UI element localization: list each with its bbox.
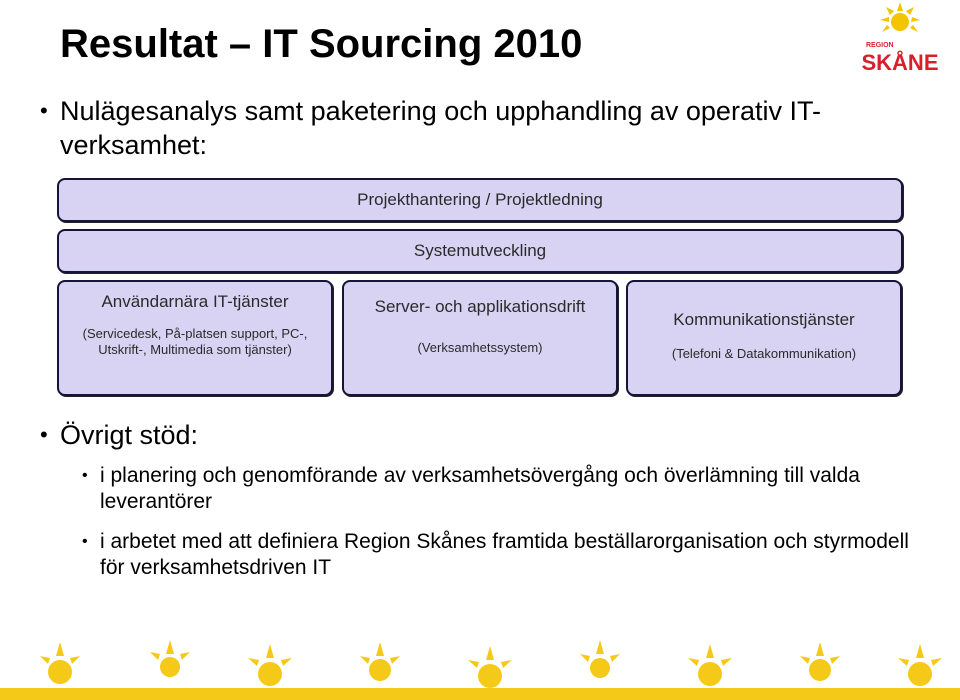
logo-skane-text: SKÅNE (861, 50, 939, 75)
bullet-other-support-text: Övrigt stöd: (60, 420, 199, 450)
subbullet-organisation (82, 529, 920, 581)
box-project-management (57, 178, 903, 222)
card-server-operations-title: Server- och applikationsdrift (374, 297, 586, 316)
box-system-development (57, 229, 903, 273)
subbullet-dot: • (82, 467, 88, 484)
card-communication-services-subtitle: (Telefoni & Datakommunikation) (671, 346, 857, 361)
card-user-it-services (57, 280, 333, 396)
card-server-operations-subtitle: (Verksamhetssystem) (417, 340, 543, 355)
card-user-it-services-subtitle: (Servicedesk, På-platsen support, PC-, Utskrift-, Multimedia som tjänster) (82, 326, 308, 357)
bullet-analysis (40, 94, 930, 162)
subbullet-dot: • (82, 533, 88, 550)
subbullet-planning-text: i planering och genomförande av verksamhetsövergång och överlämning till valda leverantörer (100, 464, 860, 513)
bullet-analysis-text: Nulägesanalys samt paketering och upphandling av operativ IT-verksamhet: (60, 96, 821, 160)
logo-region-text: REGION (866, 42, 894, 49)
card-communication-services-title: Kommunikationstjänster (673, 310, 855, 329)
box-system-development-label: Systemutveckling (413, 241, 547, 260)
subbullet-planning (82, 463, 920, 515)
slide-title: Resultat – IT Sourcing 2010 (60, 22, 583, 66)
card-communication-services (626, 280, 902, 396)
card-server-operations (342, 280, 618, 396)
card-user-it-services-title: Användarnära IT-tjänster (101, 292, 289, 311)
bullet-dot: • (40, 422, 48, 447)
footer-sun-pattern (0, 612, 960, 700)
bullet-dot: • (40, 98, 48, 123)
box-project-management-label: Projekthantering / Projektledning (357, 190, 603, 209)
subbullet-organisation-text: i arbetet med att definiera Region Skånes framtida beställarorganisation och styrmodell för verksamhetsdriven IT (100, 530, 909, 579)
bullet-other-support (40, 418, 360, 452)
